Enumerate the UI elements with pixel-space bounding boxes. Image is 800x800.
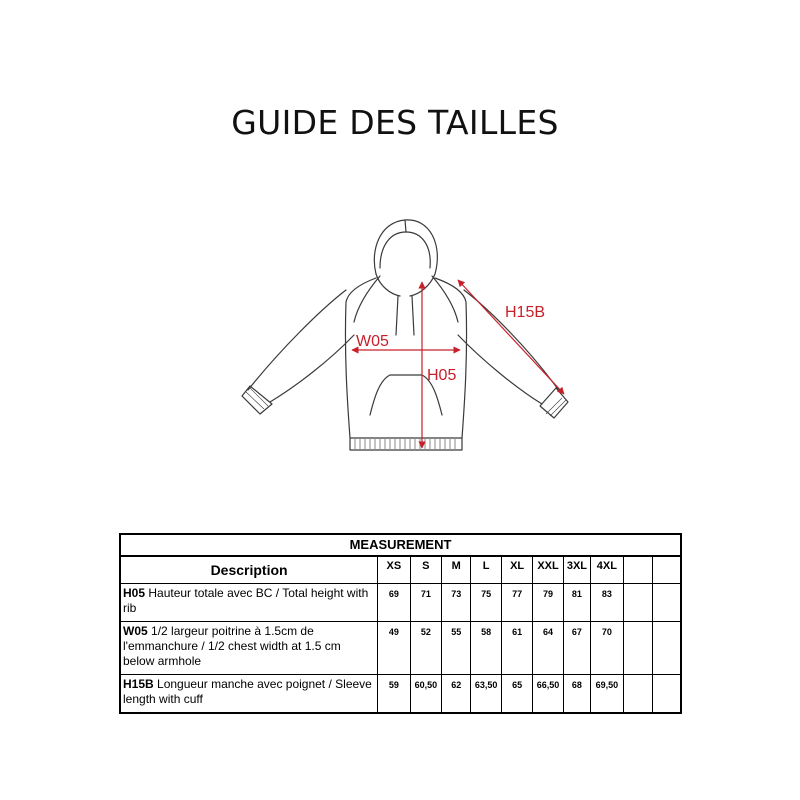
cuff-right [540, 388, 568, 418]
hood-seam [405, 220, 406, 232]
value-cell: 75 [471, 584, 501, 622]
row-text: 1/2 largeur poitrine à 1.5cm de l'emmanchure / 1/2 chest width at 1.5 cm below armhole [123, 624, 341, 668]
value-cell: 69 [378, 584, 410, 622]
hem-rib-lines [355, 439, 455, 449]
value-cell: 77 [501, 584, 532, 622]
row-text: Hauteur totale avec BC / Total height with rib [123, 586, 369, 615]
table-row [120, 584, 681, 622]
value-cell: 59 [378, 675, 410, 714]
value-cell: 68 [563, 675, 590, 714]
hood-inner [380, 232, 430, 268]
value-cell: 79 [533, 584, 563, 622]
row-code: W05 [123, 624, 148, 638]
sleeve-left-outer [248, 290, 346, 390]
drawcord-left [396, 296, 398, 335]
page-title: GUIDE DES TAILLES [231, 103, 559, 142]
size-header: XXL [533, 556, 563, 584]
value-cell-blank [623, 584, 652, 622]
size-header: S [410, 556, 441, 584]
value-cell: 70 [591, 622, 623, 675]
size-header: XS [378, 556, 410, 584]
value-cell: 60,50 [410, 675, 441, 714]
value-cell: 67 [563, 622, 590, 675]
row-code: H15B [123, 677, 154, 691]
value-cell: 65 [501, 675, 532, 714]
size-header-blank [652, 556, 681, 584]
table-header-row [120, 556, 681, 584]
measurement-table [119, 533, 682, 714]
hoodie-technical-drawing [230, 210, 590, 460]
row-code: H05 [123, 586, 146, 600]
value-cell: 83 [591, 584, 623, 622]
table-row [120, 675, 681, 714]
value-cell: 66,50 [533, 675, 563, 714]
value-cell: 62 [442, 675, 471, 714]
value-cell: 73 [442, 584, 471, 622]
row-description [120, 584, 378, 622]
value-cell: 61 [501, 622, 532, 675]
size-header: M [442, 556, 471, 584]
value-cell: 49 [378, 622, 410, 675]
value-cell-blank [652, 584, 681, 622]
cuff-left [242, 386, 272, 414]
value-cell: 63,50 [471, 675, 501, 714]
description-header: Description [120, 556, 378, 584]
value-cell: 71 [410, 584, 441, 622]
value-cell: 55 [442, 622, 471, 675]
value-cell: 81 [563, 584, 590, 622]
row-description [120, 675, 378, 714]
value-cell: 52 [410, 622, 441, 675]
size-header-blank [623, 556, 652, 584]
h15b-label: H15B [505, 304, 546, 321]
sleeve-right-inner [458, 335, 542, 404]
value-cell-blank [652, 675, 681, 714]
h05-label: H05 [427, 367, 457, 384]
h15b-dimension-line [458, 280, 564, 394]
w05-label: W05 [356, 333, 389, 350]
cuff-rib-lines [246, 388, 566, 416]
size-header: L [471, 556, 501, 584]
size-header: 4XL [591, 556, 623, 584]
row-text: Longueur manche avec poignet / Sleeve length with cuff [123, 677, 372, 706]
value-cell: 69,50 [591, 675, 623, 714]
raglan-right [432, 276, 458, 322]
value-cell: 58 [471, 622, 501, 675]
body-outline-left [345, 278, 376, 438]
row-description [120, 622, 378, 675]
value-cell-blank [623, 675, 652, 714]
sleeve-left-inner [270, 335, 354, 402]
table-row [120, 622, 681, 675]
value-cell-blank [652, 622, 681, 675]
drawcord-right [412, 296, 414, 335]
value-cell: 64 [533, 622, 563, 675]
raglan-left [354, 276, 380, 322]
value-cell-blank [623, 622, 652, 675]
size-header: XL [501, 556, 532, 584]
size-header: 3XL [563, 556, 590, 584]
table-title: MEASUREMENT [120, 534, 681, 556]
